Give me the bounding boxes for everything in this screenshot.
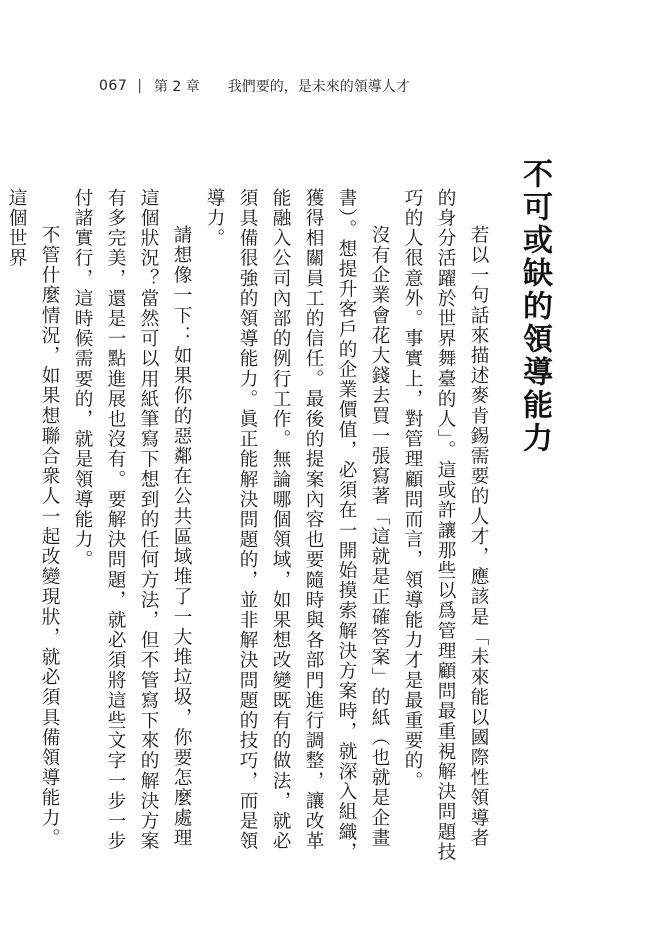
paragraph: 不管什麼情況，如果想聯合衆人一起改變現狀，就必須具備領導能力。這個世界 [6,188,60,849]
page-number: 067 [99,78,128,94]
chapter-label: 第 2 章 [153,79,200,95]
chapter-title: 我們要的，是未來的領導人才 [227,79,410,95]
header-divider: | [137,78,142,94]
paragraph: 請想像一下：如果你的惡鄰在公共區域堆了一大堆垃圾，你要怎麼處理這個狀況？當然可以用紙筆寫下想到的任何方法，但不管寫下來的解決方案有多完美，還是一點進展也沒有。要解決問題，就必須將這些文字一步一步付諸實行，這時候需要的，就是領導能力。 [72,188,192,852]
section-heading: 不可或缺的領導能力 [517,158,552,455]
paragraph: 沒有企業會花大錢去買一張寫著「這就是正確答案」的紙（也就是企畫書）。想提升客戶的企業價值，必須在一開始摸索解決方案時，就深入組織，獲得相關員工的信任。最後的提案內容也要隨時與各部門進行調整，讓改革能融入公司內部的例行工作。無論哪個領域，如果想改變既有的做法，就必須具備很強的領導能力。眞正能解決問題的，並非解決問題的技巧，而是領導力。 [204,188,390,863]
paragraph: 若以一句話來描述麥肯錫需要的人才，應該是「未來能以國際性領導者的身分活躍於世界舞臺的人」。這或許讓那些以爲管理顧問最重視解決問題技巧的人很意外。事實上，對管理顧問而言，領導能力才是最重要的。 [402,188,489,863]
body-text [0,188,495,868]
running-header [99,74,410,98]
